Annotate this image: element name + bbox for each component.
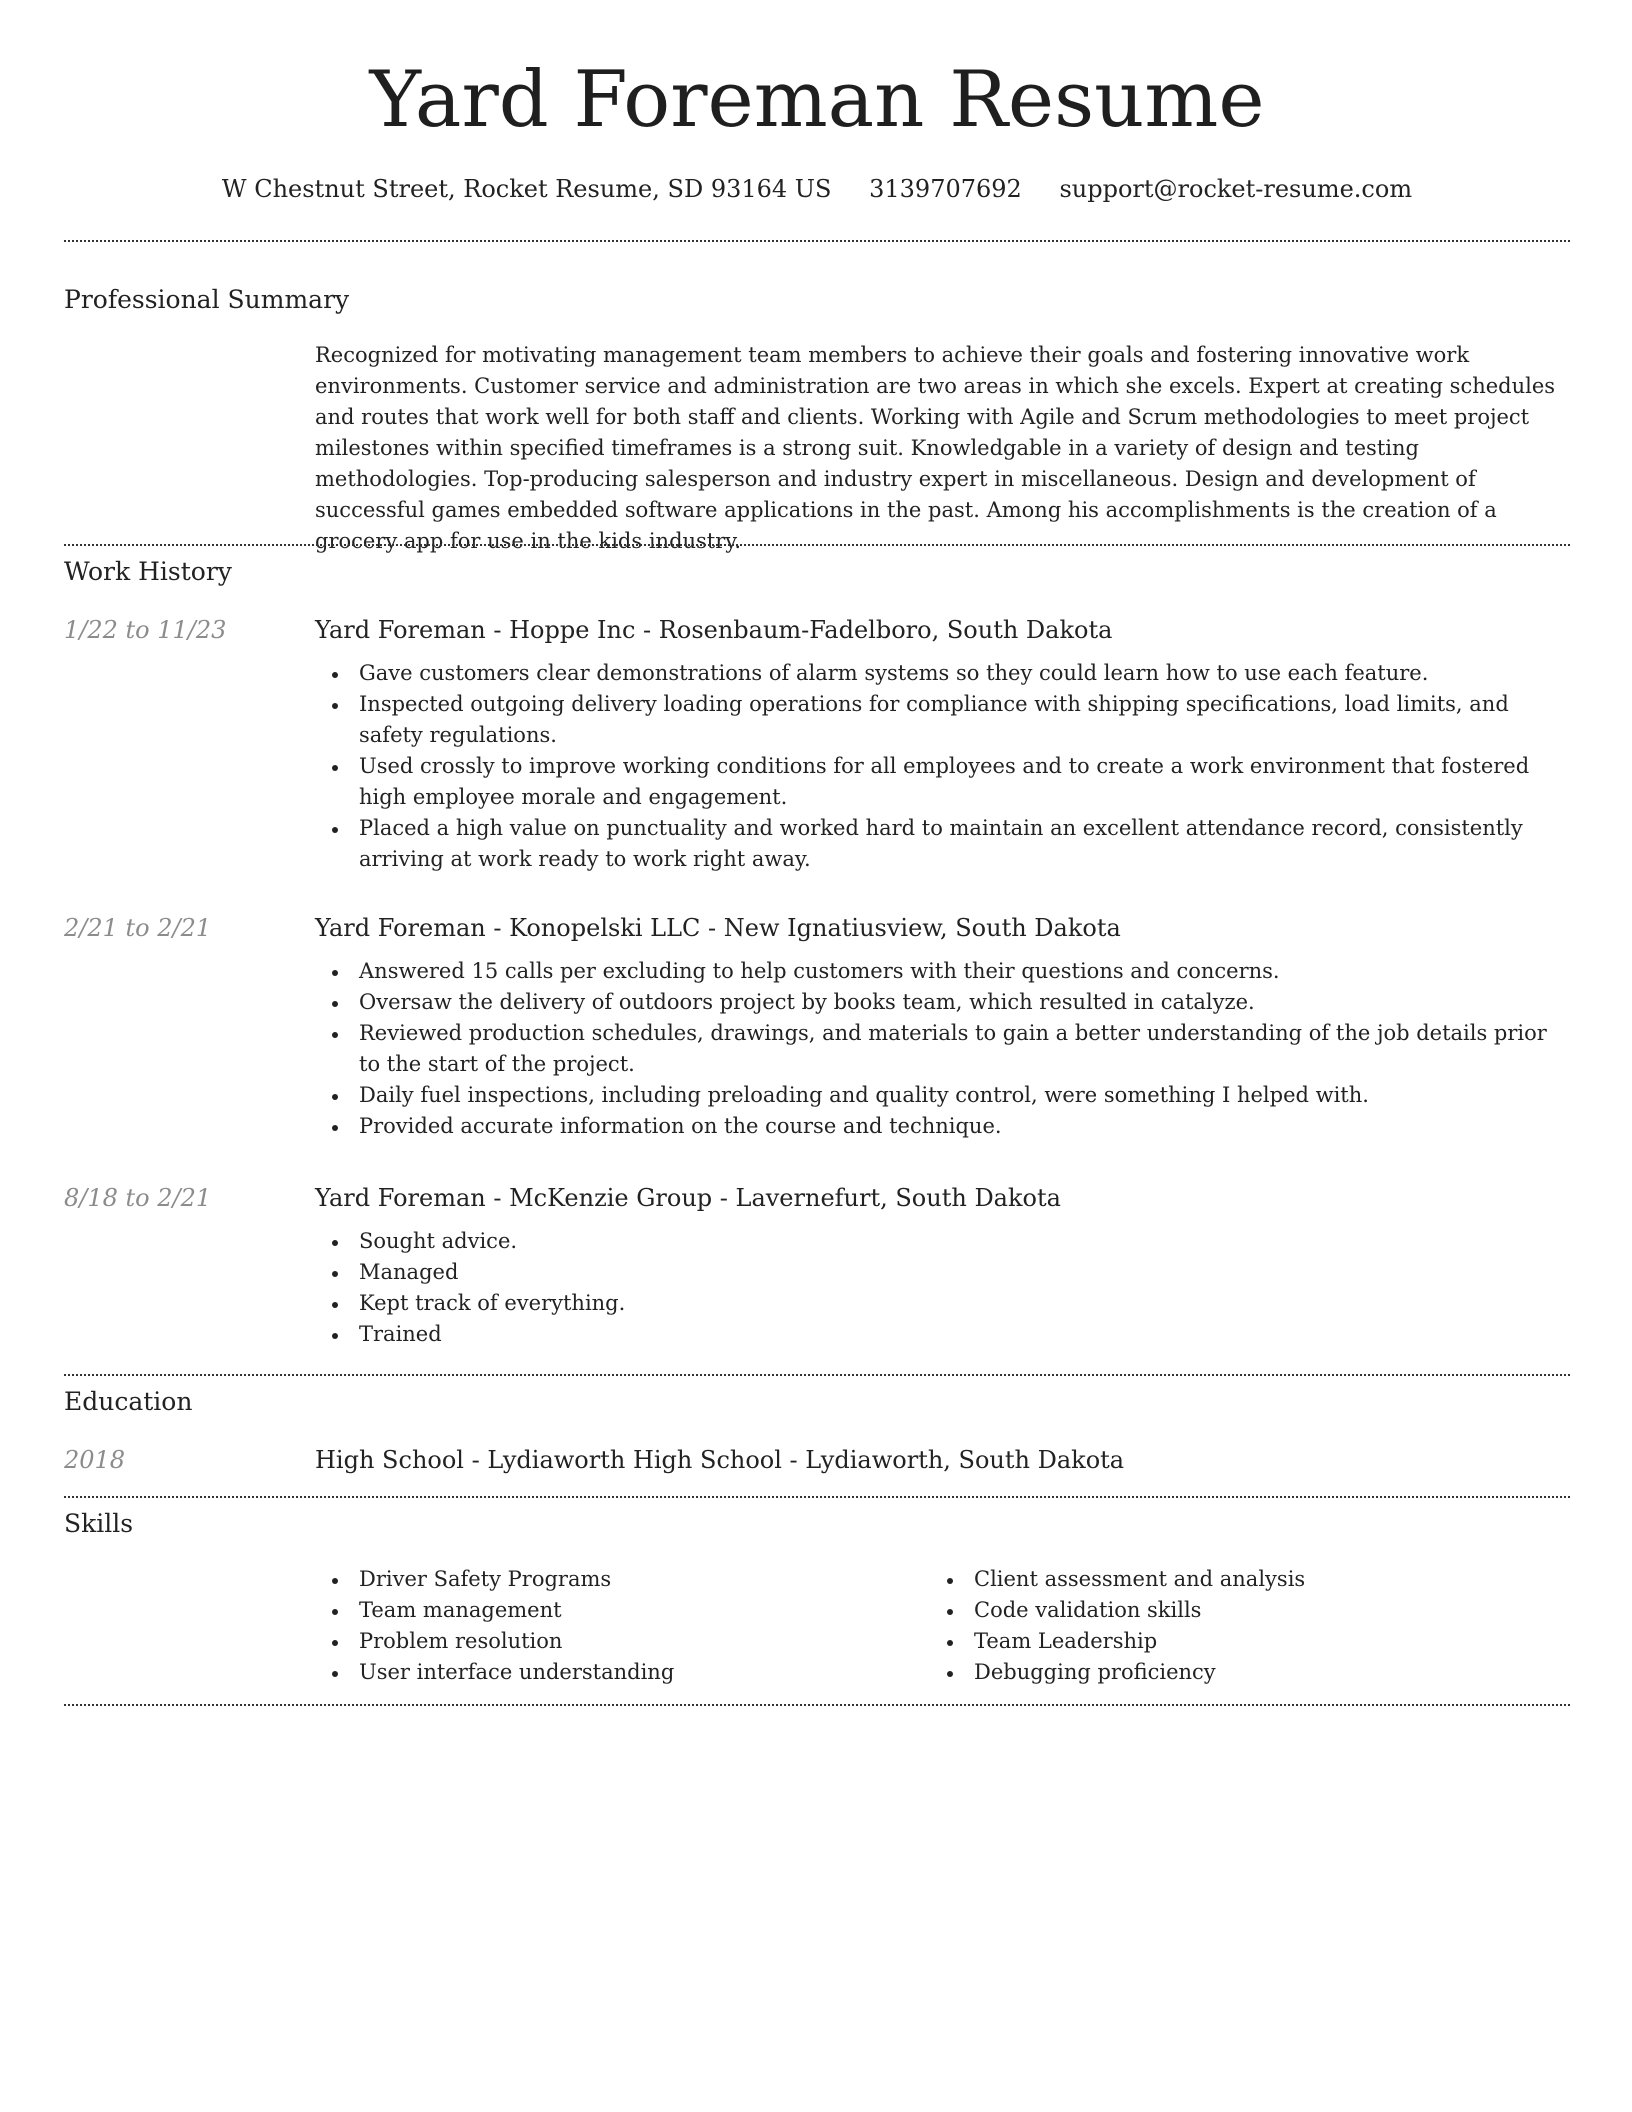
summary-text: Recognized for motivating management team members to achieve their goals and fostering innovative work environments. Customer service and administration are two areas in which she excels. Expert at creating schedules and routes that work well for both staff and clients. Working with Agile and Scrum methodologies to meet project milestones within specified timeframes is a strong suit. Knowledgable in a variety of design and testing methodologies. Top-producing salesperson and industry expert in miscellaneous. Design and development of successful games embedded software applications in the past. Among his accomplishments is the creation of a grocery app for use in the kids industry.: [315, 343, 1556, 553]
skills-column-right: [930, 1564, 1545, 1688]
job-bullets: [315, 1226, 1570, 1350]
skill-item: Debugging proficiency: [930, 1657, 1545, 1688]
contact-address: W Chestnut Street, Rocket Resume, SD 93164 US: [221, 175, 832, 203]
skill-item: User interface understanding: [315, 1657, 930, 1688]
divider: [64, 1496, 1570, 1498]
skill-item: Team Leadership: [930, 1626, 1545, 1657]
skills-column-left: [315, 1564, 930, 1688]
contact-phone: 3139707692: [869, 175, 1022, 203]
job-bullets: [315, 658, 1570, 875]
job-title: Yard Foreman - Konopelski LLC - New Ignatiusview, South Dakota: [315, 914, 1121, 942]
job-details: [315, 1180, 1570, 1350]
skill-item: Team management: [315, 1595, 930, 1626]
job-details: [315, 910, 1570, 1142]
skills-bullets: [315, 1564, 930, 1688]
job-bullet: Placed a high value on punctuality and worked hard to maintain an excellent attendance record, consistently arriving at work ready to work right away.: [315, 813, 1570, 875]
job-bullet: Sought advice.: [315, 1226, 1570, 1257]
job-dates: 2/21 to 2/21: [64, 914, 212, 942]
divider: [64, 544, 1570, 546]
section-title-skills: Skills: [64, 1509, 134, 1538]
job-dates: 1/22 to 11/23: [64, 616, 227, 644]
skill-item: Client assessment and analysis: [930, 1564, 1545, 1595]
job-bullet: Daily fuel inspections, including preloading and quality control, were something I helped with.: [315, 1080, 1570, 1111]
job-bullet: Used crossly to improve working conditions for all employees and to create a work environment that fostered high employee morale and engagement.: [315, 751, 1570, 813]
skills-bullets: [930, 1564, 1545, 1688]
skill-item: Code validation skills: [930, 1595, 1545, 1626]
section-title-education: Education: [64, 1387, 193, 1416]
job-bullet: Answered 15 calls per excluding to help customers with their questions and concerns.: [315, 956, 1570, 987]
section-title-summary: Professional Summary: [64, 285, 350, 314]
job-bullet: Inspected outgoing delivery loading operations for compliance with shipping specifications, load limits, and safety regulations.: [315, 689, 1570, 751]
job-details: [315, 612, 1570, 875]
contact-email: support@rocket-resume.com: [1059, 175, 1413, 203]
divider: [64, 240, 1570, 242]
job-bullet: Oversaw the delivery of outdoors project by books team, which resulted in catalyze.: [315, 987, 1570, 1018]
job-bullet: Reviewed production schedules, drawings, and materials to gain a better understanding of the job details prior to the start of the project.: [315, 1018, 1570, 1080]
job-bullets: [315, 956, 1570, 1142]
section-title-work-history: Work History: [64, 557, 232, 586]
job-bullet: Provided accurate information on the course and technique.: [315, 1111, 1570, 1142]
skill-item: Problem resolution: [315, 1626, 930, 1657]
job-bullet: Gave customers clear demonstrations of alarm systems so they could learn how to use each feature.: [315, 658, 1570, 689]
resume-title: Yard Foreman Resume: [369, 55, 1265, 145]
education-year: 2018: [64, 1446, 126, 1474]
education-entry: High School - Lydiaworth High School - Lydiaworth, South Dakota: [315, 1446, 1125, 1474]
skills-list: [315, 1564, 1570, 1688]
job-bullet: Managed: [315, 1257, 1570, 1288]
job-title: Yard Foreman - McKenzie Group - Lavernefurt, South Dakota: [315, 1184, 1061, 1212]
job-bullet: Trained: [315, 1319, 1570, 1350]
job-dates: 8/18 to 2/21: [64, 1184, 212, 1212]
contact-line: [64, 171, 1570, 207]
skill-item: Driver Safety Programs: [315, 1564, 930, 1595]
divider: [64, 1374, 1570, 1376]
divider: [64, 1704, 1570, 1706]
job-bullet: Kept track of everything.: [315, 1288, 1570, 1319]
job-title: Yard Foreman - Hoppe Inc - Rosenbaum-Fadelboro, South Dakota: [315, 616, 1113, 644]
